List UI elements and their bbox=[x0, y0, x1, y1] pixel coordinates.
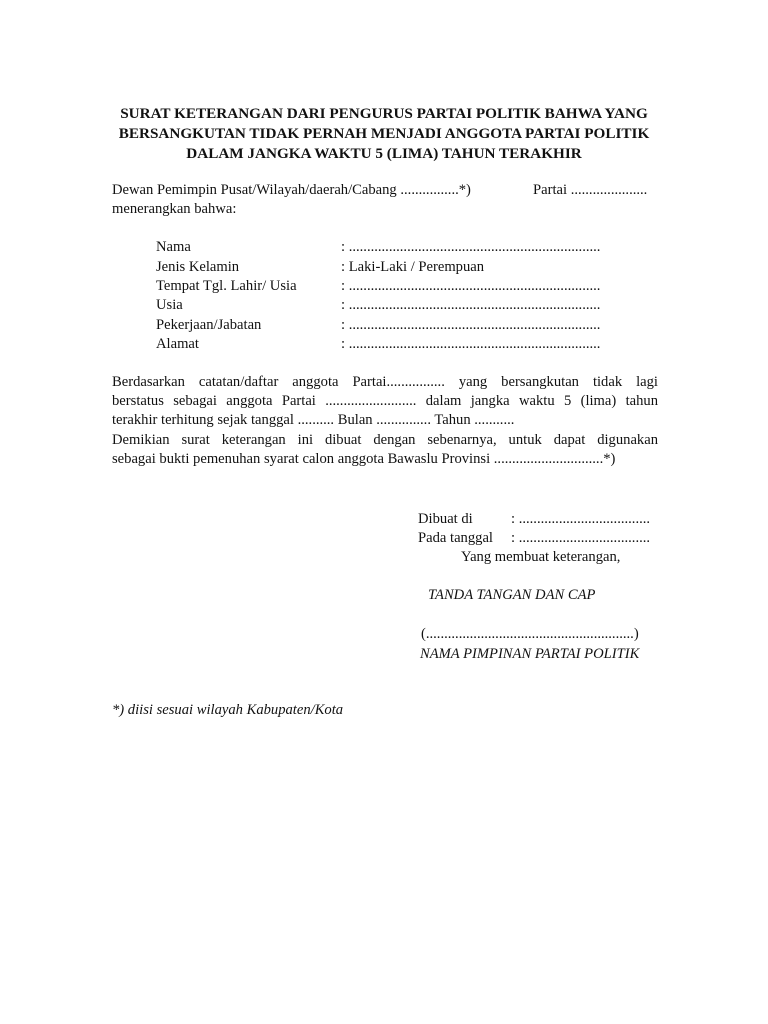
title-line-2: BERSANGKUTAN TIDAK PERNAH MENJADI ANGGOTA PARTAI POLITIK bbox=[118, 125, 650, 142]
paragraph1-line-3: terakhir terhitung sejak tanggal .......... Bulan ............... Tahun ........... bbox=[112, 412, 515, 428]
field-label-alamat: Alamat bbox=[156, 336, 199, 352]
field-value-tempat-tgl-lahir: : ..................................................................... bbox=[341, 278, 601, 294]
nama-pimpinan-partai: NAMA PIMPINAN PARTAI POLITIK bbox=[420, 646, 640, 662]
signatory-name-placeholder: (.........................................................) bbox=[421, 626, 639, 642]
field-label-tempat-tgl-lahir: Tempat Tgl. Lahir/ Usia bbox=[156, 278, 297, 294]
document-title bbox=[100, 104, 668, 164]
field-label-nama: Nama bbox=[156, 239, 191, 255]
field-label-pekerjaan: Pekerjaan/Jabatan bbox=[156, 317, 262, 333]
pada-tanggal-label: Pada tanggal bbox=[418, 530, 493, 546]
yang-membuat-keterangan: Yang membuat keterangan, bbox=[461, 549, 621, 565]
field-value-usia: : ..................................................................... bbox=[341, 297, 601, 313]
title-line-1: SURAT KETERANGAN DARI PENGURUS PARTAI POLITIK BAHWA YANG bbox=[120, 105, 648, 122]
pada-tanggal-value: : .................................... bbox=[511, 530, 651, 546]
field-value-jenis-kelamin: : Laki-Laki / Perempuan bbox=[341, 259, 485, 275]
intro-menerangkan: menerangkan bahwa: bbox=[112, 201, 237, 217]
paragraph1-line-2: berstatus sebagai anggota Partai ......................... dalam jangka waktu 5 (lima) tahun bbox=[112, 393, 658, 409]
field-value-pekerjaan: : ..................................................................... bbox=[341, 317, 601, 333]
intro-dewan: Dewan Pemimpin Pusat/Wilayah/daerah/Cabang ................*) bbox=[112, 182, 471, 198]
footnote: *) diisi sesuai wilayah Kabupaten/Kota bbox=[112, 702, 344, 718]
paragraph1-line-1: Berdasarkan catatan/daftar anggota Partai................ yang bersangkutan tidak lagi bbox=[112, 374, 658, 390]
intro-partai: Partai ..................... bbox=[533, 182, 648, 198]
title-line-3: DALAM JANGKA WAKTU 5 (LIMA) TAHUN TERAKHIR bbox=[186, 145, 582, 162]
field-label-usia: Usia bbox=[156, 297, 183, 313]
paragraph2-line-1: Demikian surat keterangan ini dibuat dengan sebenarnya, untuk dapat digunakan bbox=[112, 432, 658, 448]
paragraph2-line-2: sebagai bukti pemenuhan syarat calon anggota Bawaslu Provinsi ..............................*) bbox=[112, 451, 616, 467]
tanda-tangan-dan-cap: TANDA TANGAN DAN CAP bbox=[428, 587, 596, 603]
dibuat-di-value: : .................................... bbox=[511, 511, 651, 527]
dibuat-di-label: Dibuat di bbox=[418, 511, 473, 527]
field-label-jenis-kelamin: Jenis Kelamin bbox=[156, 259, 240, 275]
field-value-alamat: : ..................................................................... bbox=[341, 336, 601, 352]
field-value-nama: : ..................................................................... bbox=[341, 239, 601, 255]
